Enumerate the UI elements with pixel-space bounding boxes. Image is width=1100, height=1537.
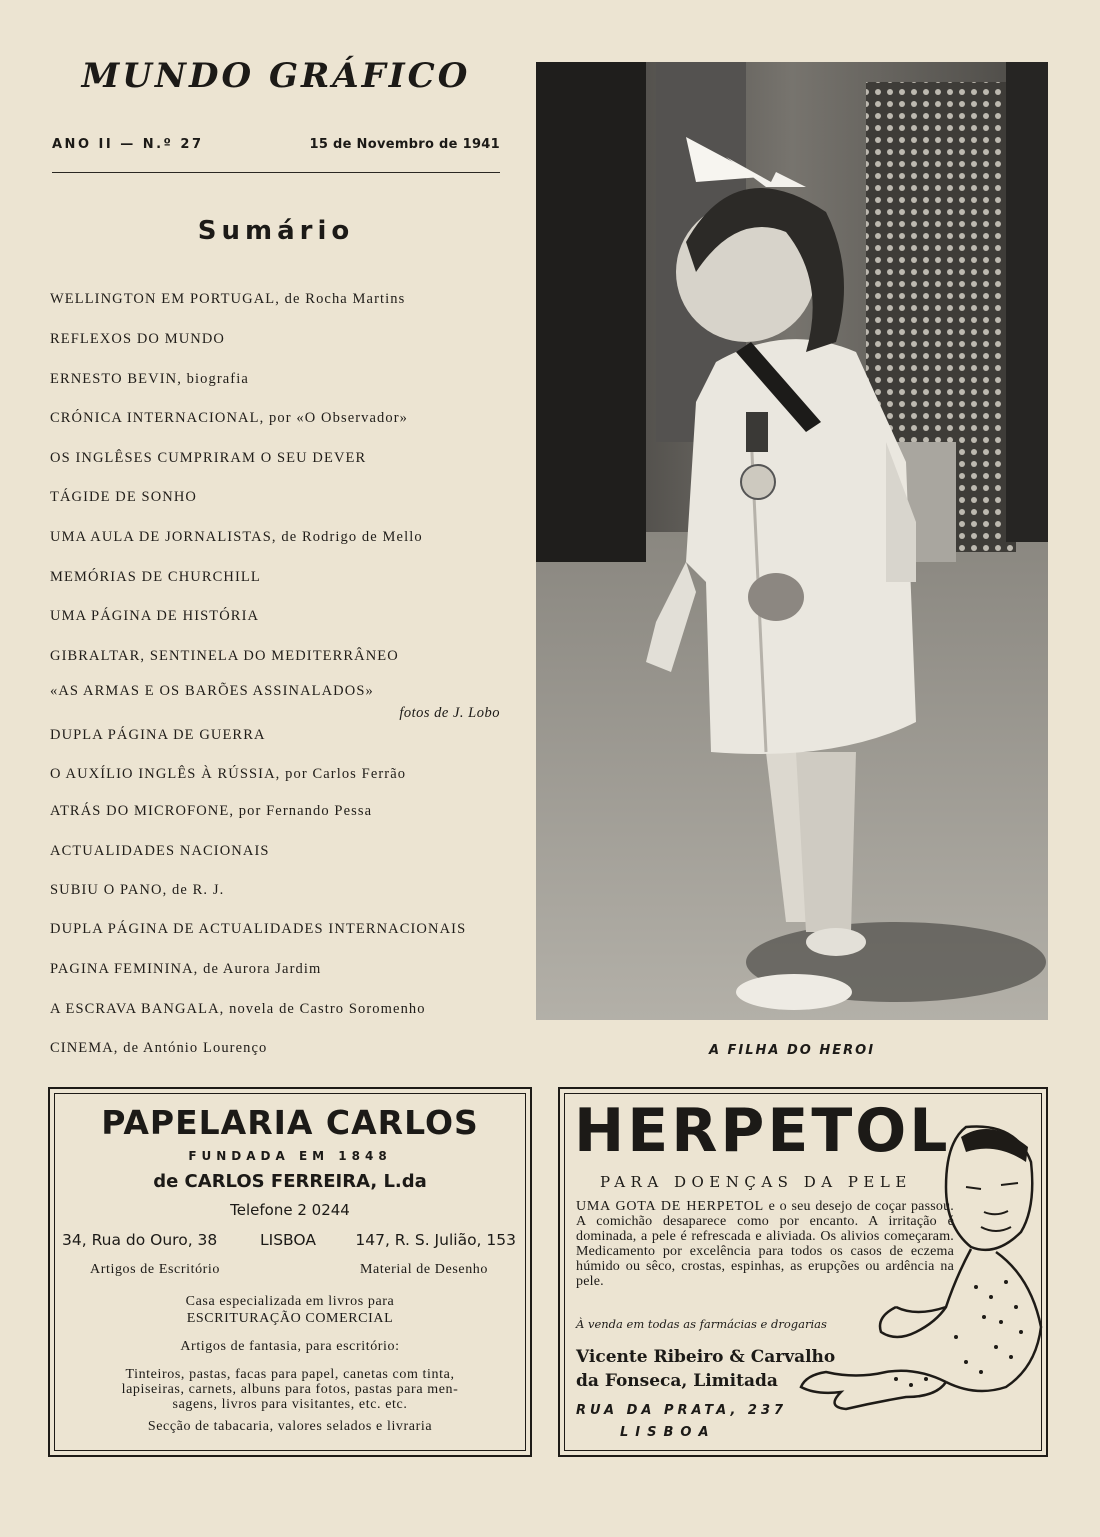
ad-category-right: Material de Desenho xyxy=(359,1262,488,1277)
ad-tobacco-line: Secção de tabacaria, valores selados e livraria xyxy=(147,1419,433,1434)
ad-founded: FUNDADA EM 1848 xyxy=(188,1149,392,1163)
ad-company-line-2: da Fonseca, Limitada xyxy=(576,1371,778,1391)
ad-phone: Telefone 2 0244 xyxy=(230,1201,350,1219)
ad-body xyxy=(576,1199,954,1289)
ad-specialty-line-1: Casa especializada em livros para xyxy=(185,1294,395,1309)
photo-caption: A FILHA DO HEROI xyxy=(708,1043,876,1058)
ad-title: HERPETOL xyxy=(574,1096,951,1166)
toc-item[interactable]: TÁGIDE DE SONHO xyxy=(50,489,197,505)
masthead-title: MUNDO GRÁFICO xyxy=(81,56,471,96)
toc-item[interactable]: O AUXÍLIO INGLÊS À RÚSSIA, por Carlos Ferrão xyxy=(50,766,407,782)
toc-item[interactable]: CINEMA, de António Lourenço xyxy=(50,1040,268,1056)
ad-category-left: Artigos de Escritório xyxy=(90,1262,221,1277)
issue-number: ANO II — N.º 27 xyxy=(52,137,204,152)
ad-list-line-1: Tinteiros, pastas, facas para papel, canetas com tinta, xyxy=(125,1367,455,1382)
ad-subtitle: PARA DOENÇAS DA PELE xyxy=(600,1173,912,1191)
papelaria-carlos-ad[interactable] xyxy=(48,1087,532,1457)
toc-item[interactable]: WELLINGTON EM PORTUGAL, de Rocha Martins xyxy=(50,291,406,307)
herpetol-ad[interactable] xyxy=(558,1087,1048,1457)
toc-item[interactable]: UMA PÁGINA DE HISTÓRIA xyxy=(50,608,260,624)
ad-sale-info: À venda em todas as farmácias e drogarias xyxy=(576,1317,827,1331)
toc-item[interactable]: DUPLA PÁGINA DE ACTUALIDADES INTERNACIONAIS xyxy=(50,921,467,937)
ad-company xyxy=(576,1345,835,1393)
toc-item[interactable]: GIBRALTAR, SENTINELA DO MEDITERRÂNEO xyxy=(50,648,399,664)
ad-list-line-3: sagens, livros para visitantes, etc. etc. xyxy=(172,1397,408,1412)
ad-specialty-line-2: ESCRITURAÇÃO COMERCIAL xyxy=(186,1311,394,1326)
toc-item[interactable]: PAGINA FEMININA, de Aurora Jardim xyxy=(50,961,322,977)
toc-item[interactable]: DUPLA PÁGINA DE GUERRA xyxy=(50,727,266,743)
ad-title: PAPELARIA CARLOS xyxy=(101,1103,479,1142)
issue-line xyxy=(52,137,500,157)
toc-item[interactable]: SUBIU O PANO, de R. J. xyxy=(50,882,225,898)
toc-item[interactable]: UMA AULA DE JORNALISTAS, de Rodrigo de Mello xyxy=(50,529,423,545)
girl-photo-illustration xyxy=(536,62,1048,1020)
toc-item[interactable]: ACTUALIDADES NACIONAIS xyxy=(50,843,270,859)
issue-date: 15 de Novembro de 1941 xyxy=(309,137,500,152)
ad-address-left: 34, Rua do Ouro, 38 xyxy=(62,1231,218,1249)
toc-item[interactable]: A ESCRAVA BANGALA, novela de Castro Soromenho xyxy=(50,1001,426,1017)
toc-item[interactable]: CRÓNICA INTERNACIONAL, por «O Observador» xyxy=(50,410,409,426)
ad-city: LISBOA xyxy=(260,1231,316,1249)
ad-body-lead: UMA GOTA DE HERPETOL xyxy=(576,1199,765,1214)
summary-title: Sumário xyxy=(197,216,355,246)
cover-photo xyxy=(536,62,1048,1020)
toc-item[interactable]: ATRÁS DO MICROFONE, por Fernando Pessa xyxy=(50,803,373,819)
toc-item[interactable]: «AS ARMAS E OS BARÕES ASSINALADOS» xyxy=(50,683,374,699)
ad-owner: de CARLOS FERREIRA, L.da xyxy=(153,1171,427,1192)
photo-credit: fotos de J. Lobo xyxy=(399,705,500,721)
header-rule xyxy=(52,172,500,173)
ad-company-line-1: Vicente Ribeiro & Carvalho xyxy=(576,1347,836,1367)
ad-body-text: e o seu desejo de coçar passou. A comichão desaparece como por encanto. A irritação é dominada, a pele é refrescada e aliviada. Os alivios começaram. Medicamento por excelência para todos os casos de eczema húmido ou sêco, crostas, espinhas, as erupções ou ardência na pele. xyxy=(576,1199,954,1289)
ad-street: RUA DA PRATA, 237 xyxy=(576,1403,788,1418)
ad-list-line-2: lapiseiras, carnets, albuns para fotos, pastas para men- xyxy=(121,1382,459,1397)
toc-item[interactable]: OS INGLÊSES CUMPRIRAM O SEU DEVER xyxy=(50,450,367,466)
ad-fancy-items: Artigos de fantasia, para escritório: xyxy=(180,1339,400,1354)
toc-item[interactable]: MEMÓRIAS DE CHURCHILL xyxy=(50,569,261,585)
toc-item[interactable]: REFLEXOS DO MUNDO xyxy=(50,331,225,347)
ad-city: LISBOA xyxy=(620,1425,716,1440)
ad-address-right: 147, R. S. Julião, 153 xyxy=(355,1231,516,1249)
toc-item[interactable]: ERNESTO BEVIN, biografia xyxy=(50,371,249,387)
